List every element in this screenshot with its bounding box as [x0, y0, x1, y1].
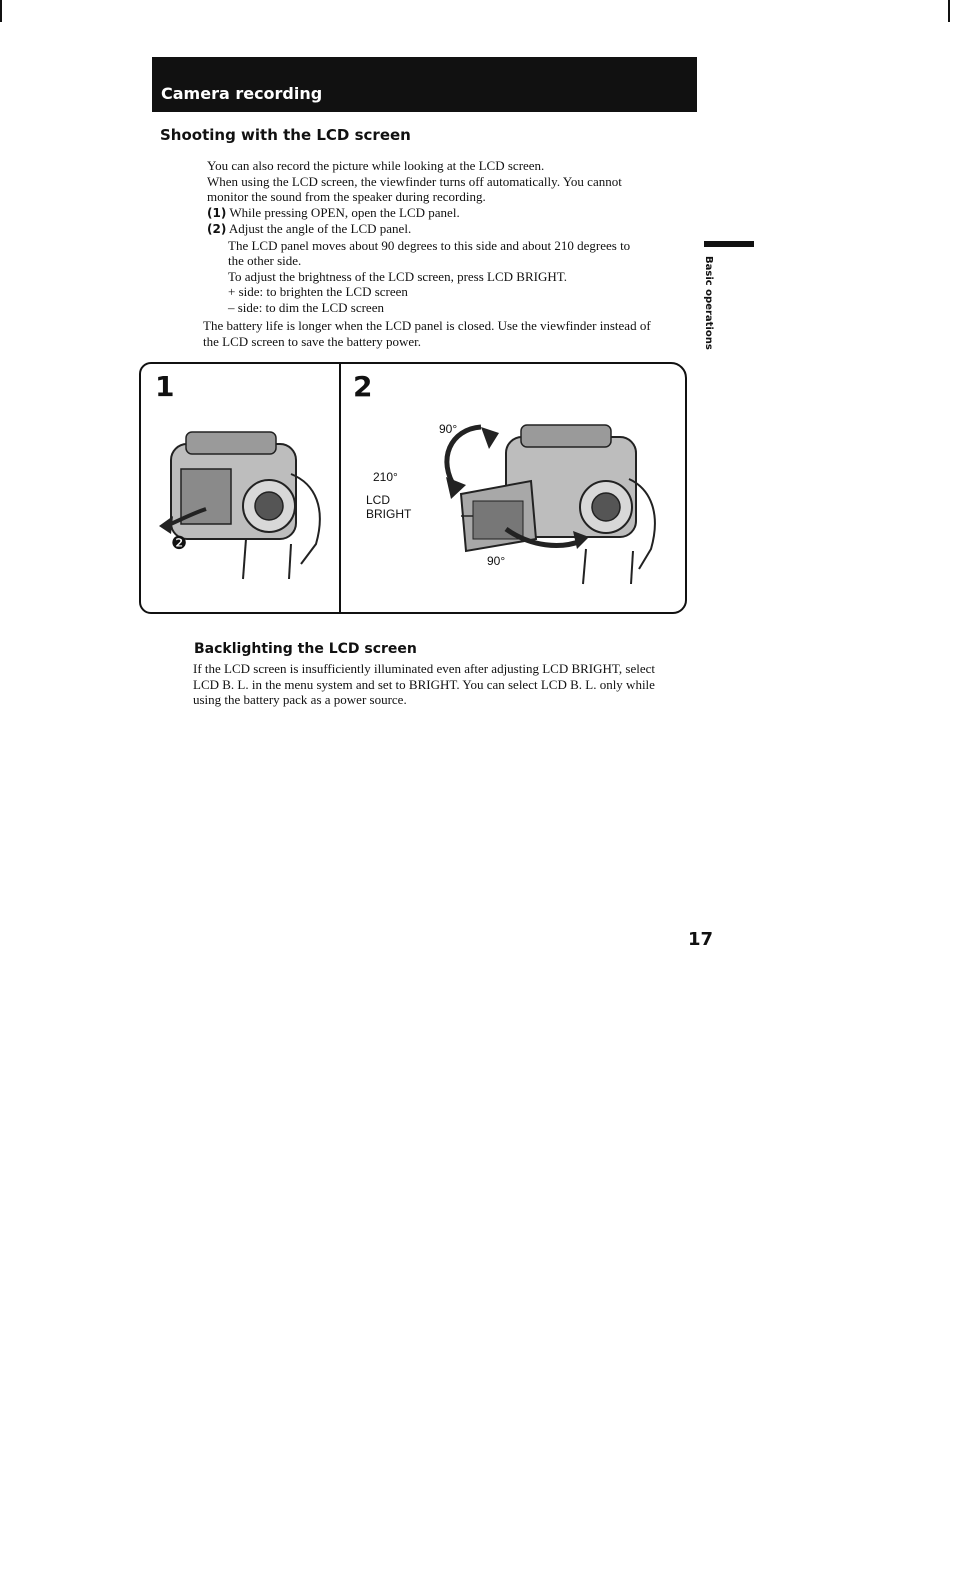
detail-line: the other side.	[228, 253, 302, 268]
step-2	[207, 221, 677, 238]
side-tab-marker	[704, 241, 754, 247]
detail-line: – side: to dim the LCD screen	[228, 299, 384, 315]
lcd-bright-label	[366, 493, 411, 521]
backlight-line: using the battery pack as a power source.	[193, 692, 407, 707]
bright-label: BRIGHT	[366, 507, 412, 521]
step-text: Adjust the angle of the LCD panel.	[228, 221, 412, 236]
open-button-callout: ❷	[171, 533, 188, 553]
camcorder-illustration-2	[411, 419, 676, 589]
panel-2-number: 2	[353, 370, 373, 403]
camcorder-illustration-1	[151, 414, 336, 584]
figure-divider	[339, 364, 341, 612]
illustration-box	[139, 362, 687, 614]
lcd-label: LCD	[366, 493, 391, 507]
intro-text	[207, 158, 677, 315]
step-text: While pressing OPEN, open the LCD panel.	[229, 204, 460, 220]
section-title: Shooting with the LCD screen	[160, 126, 411, 144]
panel-1-number: 1	[155, 370, 175, 403]
note-line: the LCD screen to save the battery power.	[203, 333, 422, 349]
step-number: (2)	[207, 222, 227, 236]
left-crop-mark	[0, 0, 2, 22]
step-number: (1)	[207, 205, 227, 220]
detail-line: + side: to brighten the LCD screen	[228, 284, 408, 299]
angle-90-top-label: 90°	[439, 422, 458, 436]
chapter-header	[152, 57, 697, 112]
detail-line: To adjust the brightness of the LCD screen, press LCD BRIGHT.	[228, 268, 567, 284]
page-number: 17	[688, 929, 714, 950]
backlight-title: Backlighting the LCD screen	[194, 641, 417, 657]
battery-note	[203, 318, 683, 349]
intro-line: When using the LCD screen, the viewfinder turns off automatically. You cannot	[207, 173, 622, 189]
intro-line: monitor the sound from the speaker during recording.	[207, 189, 486, 204]
right-crop-mark	[948, 0, 950, 22]
step-1	[207, 205, 677, 222]
angle-90-bottom-label: 90°	[487, 554, 506, 568]
angle-210-label: 210°	[373, 470, 398, 484]
backlight-line: LCD B. L. in the menu system and set to BRIGHT. You can select LCD B. L. only while	[193, 676, 655, 692]
note-line: The battery life is longer when the LCD panel is closed. Use the viewfinder instead of	[203, 318, 651, 333]
backlight-text	[193, 661, 683, 708]
intro-line: You can also record the picture while looking at the LCD screen.	[207, 158, 545, 173]
chapter-title: Camera recording	[161, 84, 323, 103]
side-tab-label: Basic operations	[703, 256, 714, 350]
backlight-line: If the LCD screen is insufficiently illuminated even after adjusting LCD BRIGHT, select	[193, 661, 655, 676]
detail-line: The LCD panel moves about 90 degrees to this side and about 210 degrees to	[228, 237, 631, 253]
